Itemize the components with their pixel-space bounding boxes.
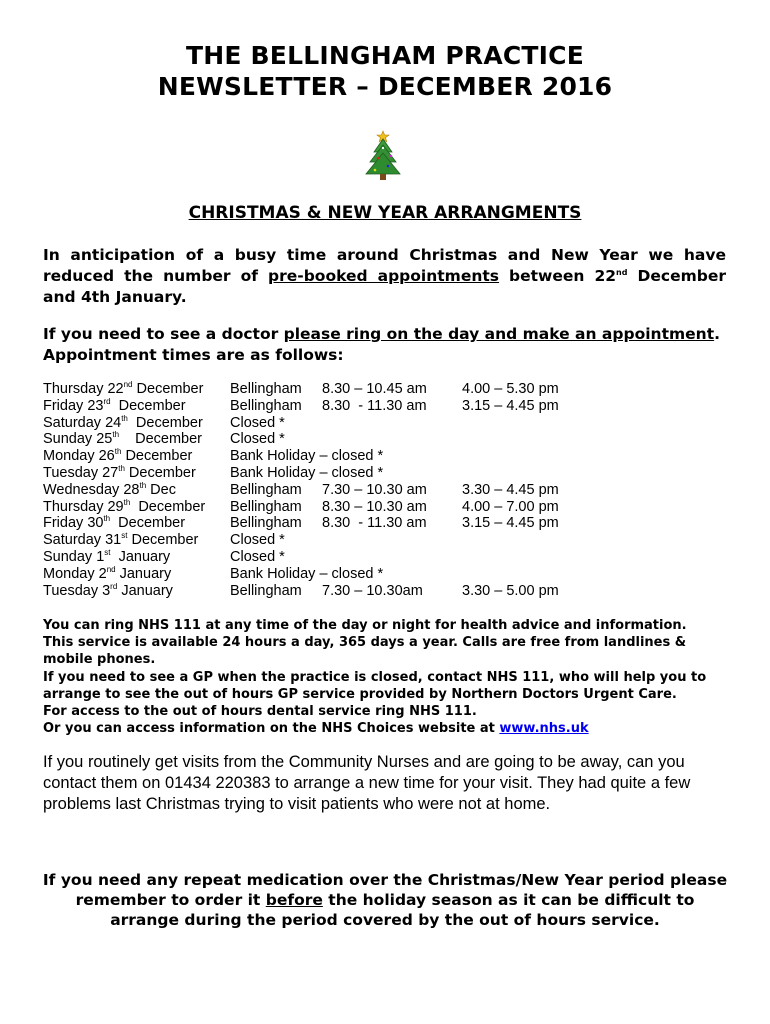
schedule-month: December — [121, 448, 193, 465]
schedule-month: December — [110, 397, 186, 414]
section-heading: CHRISTMAS & NEW YEAR ARRANGMENTS — [188, 203, 582, 223]
nhs-line-3: If you need to see a GP when the practice is closed, contact NHS 111, who will help you to arrange to see the out of hours GP service provided by Northern Doctors Urgent Care. — [43, 669, 707, 702]
schedule-afternoon: 3.30 – 4.45 pm — [462, 481, 559, 498]
schedule-day — [43, 583, 230, 600]
schedule-day — [43, 549, 230, 566]
schedule-location: Bellingham — [230, 481, 302, 498]
schedule-morning: 8.30 – 10.30 am — [322, 498, 427, 515]
intro-text: In anticipation of a busy time around Christmas and New Year we have reduced the number of — [43, 246, 726, 285]
appointments-period: . — [714, 325, 720, 343]
schedule-row — [43, 448, 559, 465]
pre-booked-appointments-text: pre-booked appointments — [268, 267, 500, 285]
schedule-row — [43, 415, 559, 432]
intro-date-suffix: nd — [616, 267, 628, 277]
schedule-month: December — [127, 414, 203, 431]
nhs-website-link[interactable]: www.nhs.uk — [499, 721, 589, 737]
schedule-afternoon: 4.00 – 7.00 pm — [462, 498, 559, 515]
schedule-month: December — [119, 431, 203, 448]
schedule-day — [43, 515, 230, 532]
schedule-month: December — [124, 464, 196, 481]
repeat-text: If you need any repeat medication over the Christmas/New Year period please remember to order it — [42, 871, 728, 909]
schedule-day-suffix: th — [123, 497, 131, 507]
nhs-line-1: You can ring NHS 111 at any time of the day or night for health advice and information. — [43, 618, 687, 633]
schedule-location: Closed * — [230, 431, 285, 448]
schedule-day-suffix: st — [104, 548, 111, 558]
repeat-end-text: the holiday season as it can be difficult to arrange during the period covered by the out of hours service. — [110, 891, 695, 929]
schedule-location: Bellingham — [230, 498, 302, 515]
repeat-medication-notice — [40, 870, 730, 930]
schedule-day-suffix: th — [139, 480, 147, 490]
schedule-day — [43, 398, 230, 415]
schedule-row — [43, 532, 559, 549]
schedule-row — [43, 515, 559, 532]
nhs-line-5 — [43, 720, 733, 737]
schedule-afternoon: 4.00 – 5.30 pm — [462, 381, 559, 397]
schedule-row — [43, 381, 559, 398]
schedule-day — [43, 415, 230, 432]
schedule-day-label: Saturday 31 — [43, 532, 122, 549]
schedule-afternoon: 3.15 – 4.45 pm — [462, 515, 559, 532]
schedule-location: Bank Holiday – closed * — [230, 464, 384, 481]
intro-paragraph — [43, 245, 726, 308]
schedule-afternoon: 3.30 – 5.00 pm — [462, 582, 559, 599]
appointment-schedule-table — [43, 381, 559, 599]
schedule-morning: 7.30 – 10.30am — [322, 582, 423, 599]
schedule-row — [43, 398, 559, 415]
schedule-day-suffix: th — [114, 447, 122, 457]
schedule-location: Bellingham — [230, 397, 302, 414]
schedule-month: Dec — [146, 481, 176, 498]
appointments-text: If you need to see a doctor — [43, 325, 284, 343]
schedule-day-suffix: st — [121, 531, 128, 541]
schedule-location: Closed * — [230, 414, 285, 431]
schedule-day-suffix: th — [112, 430, 120, 440]
schedule-row — [43, 566, 559, 583]
schedule-day-label: Wednesday 28 — [43, 481, 140, 498]
schedule-day-suffix: nd — [123, 380, 133, 390]
schedule-month: December — [130, 498, 206, 515]
schedule-day-suffix: th — [121, 413, 128, 423]
community-nurses-paragraph: If you routinely get visits from the Community Nurses and are going to be away, can you contact them on 01434 220383 to arrange a new time for your visit. They had quite a few problems last Christmas trying to visit patients who were not at home. — [43, 753, 691, 813]
schedule-month: December — [110, 515, 186, 532]
schedule-row — [43, 499, 559, 516]
nhs-line-2: This service is available 24 hours a day, 365 days a year. Calls are free from landlines & mobile phones. — [43, 635, 687, 668]
title-line-2: NEWSLETTER – DECEMBER 2016 — [157, 72, 613, 101]
schedule-day-label: Thursday 29 — [43, 498, 124, 515]
schedule-location: Closed * — [230, 532, 285, 549]
ring-on-the-day-text: please ring on the day and make an appointment — [283, 325, 715, 343]
schedule-day — [43, 448, 230, 465]
nhs-line-4: For access to the out of hours dental service ring NHS 111. — [43, 704, 477, 720]
schedule-day-label: Monday 2 — [43, 565, 107, 582]
nhs-111-info — [43, 617, 733, 737]
schedule-location: Closed * — [230, 548, 285, 565]
appointments-line-2: Appointment times are as follows: — [43, 346, 344, 364]
schedule-afternoon: 3.15 – 4.45 pm — [462, 397, 559, 414]
schedule-row — [43, 583, 559, 600]
schedule-row — [43, 482, 559, 499]
schedule-day — [43, 499, 230, 516]
title-line-1: THE BELLINGHAM PRACTICE — [186, 41, 584, 70]
nhs-website-text: Or you can access information on the NHS Choices website at — [43, 721, 500, 737]
schedule-day-label: Friday 23 — [43, 397, 104, 414]
schedule-row — [43, 431, 559, 448]
schedule-location: Bellingham — [230, 381, 302, 397]
schedule-day-label: Friday 30 — [43, 515, 104, 532]
schedule-day-label: Tuesday 27 — [43, 464, 119, 481]
schedule-day-suffix: rd — [103, 396, 111, 406]
schedule-day-suffix: th — [103, 514, 111, 524]
newsletter-title — [0, 40, 770, 102]
schedule-morning: 8.30 - 11.30 am — [322, 397, 427, 414]
schedule-month: January — [110, 548, 171, 565]
schedule-day — [43, 532, 230, 549]
schedule-month: January — [115, 565, 172, 582]
appointments-line-1 — [43, 324, 726, 345]
schedule-day — [43, 465, 230, 482]
schedule-location: Bank Holiday – closed * — [230, 565, 384, 582]
schedule-row — [43, 549, 559, 566]
schedule-morning: 8.30 - 11.30 am — [322, 515, 427, 532]
schedule-day — [43, 566, 230, 583]
appointments-intro — [43, 324, 726, 366]
schedule-location: Bellingham — [230, 582, 302, 599]
schedule-month: December — [132, 381, 204, 397]
christmas-tree-icon — [359, 128, 407, 184]
schedule-day-label: Tuesday 3 — [43, 582, 111, 599]
schedule-day-label: Saturday 24 — [43, 414, 122, 431]
schedule-day — [43, 482, 230, 499]
schedule-morning: 7.30 – 10.30 am — [322, 481, 427, 498]
schedule-morning: 8.30 – 10.45 am — [322, 381, 427, 397]
intro-end-text: December and 4th January. — [43, 267, 726, 306]
before-text: before — [265, 891, 323, 909]
intro-date-text: between 22 — [499, 267, 617, 285]
schedule-location: Bank Holiday – closed * — [230, 448, 384, 465]
schedule-day-label: Thursday 22 — [43, 381, 124, 397]
schedule-location: Bellingham — [230, 515, 302, 532]
schedule-day — [43, 381, 230, 398]
schedule-day — [43, 431, 230, 448]
schedule-day-label: Sunday 25 — [43, 431, 113, 448]
schedule-day-suffix: th — [118, 464, 125, 474]
schedule-month: December — [127, 532, 199, 549]
schedule-day-suffix: nd — [106, 564, 116, 574]
schedule-row — [43, 465, 559, 482]
schedule-day-label: Monday 26 — [43, 448, 115, 465]
schedule-day-label: Sunday 1 — [43, 548, 105, 565]
schedule-day-suffix: rd — [110, 581, 118, 591]
schedule-month: January — [117, 582, 173, 599]
